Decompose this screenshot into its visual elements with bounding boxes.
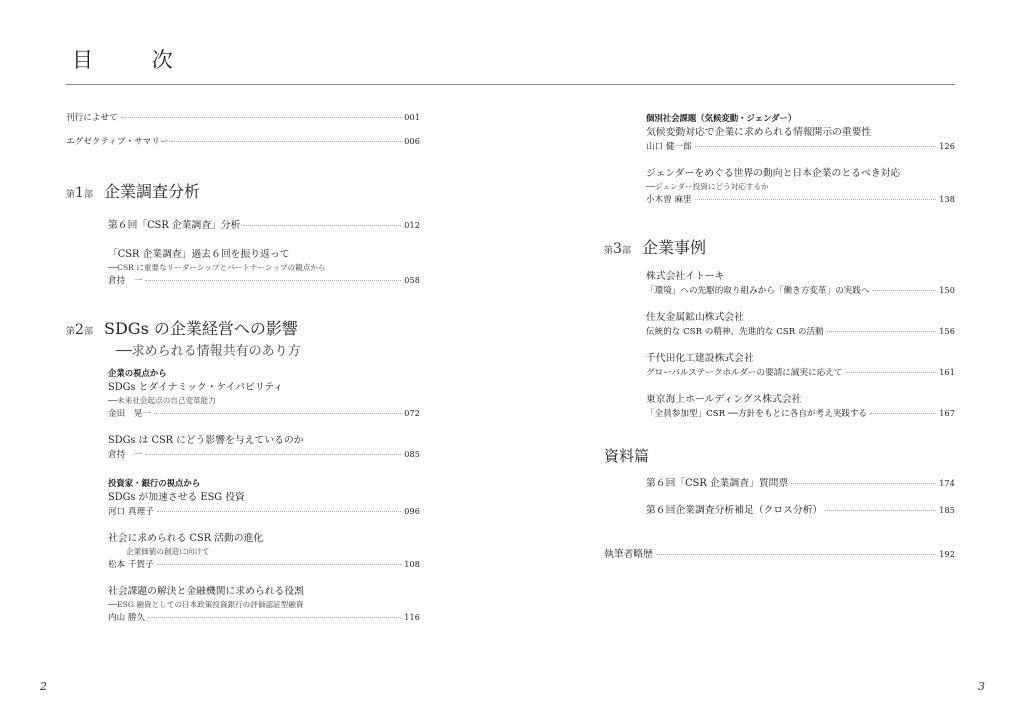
case-entry[interactable] <box>646 269 955 298</box>
entry-title: SDGs が加速させる ESG 投資 <box>108 492 245 503</box>
right-column <box>604 111 955 562</box>
entry-title: 「環境」への先駆的取り組みから「働き方変革」の実践へ <box>646 286 870 296</box>
left-column <box>66 111 420 637</box>
leader-dots <box>695 199 937 200</box>
entry-title: 気候変動対応で企業に求められる情報開示の重要性 <box>646 127 872 138</box>
leader-dots <box>656 554 936 555</box>
title-divider <box>66 84 955 85</box>
part-1-heading <box>66 181 420 211</box>
toc-entry[interactable] <box>108 380 420 421</box>
page-number: 156 <box>939 327 955 336</box>
part-title: SDGs の企業経営への影響 <box>104 319 298 338</box>
entry-title: 「CSR 企業調査」過去６回を振り返って <box>108 249 290 260</box>
case-entry[interactable] <box>646 392 955 421</box>
entry-title: 伝統的な CSR の精神、先進的な CSR の活動 <box>646 327 824 337</box>
entry-title: SDGs とダイナミック・ケイパビリティ <box>108 382 284 393</box>
toc-entry[interactable] <box>108 584 420 625</box>
category-label: 投資家・銀行の視点から <box>108 478 201 488</box>
part-2-heading <box>66 318 420 362</box>
toc-item-author-bios[interactable] <box>604 548 955 562</box>
entry-author: 山口 健一郎 <box>646 142 692 152</box>
page-number: 085 <box>404 450 420 459</box>
page-number: 012 <box>404 221 420 230</box>
toc-entry[interactable] <box>646 477 955 491</box>
entry-title: 第６回「CSR 企業調査」分析 <box>108 220 241 231</box>
entry-title: 第６回企業調査分析補足（クロス分析） <box>646 505 823 516</box>
company-name: 千代田化工建設株式会社 <box>646 353 754 364</box>
entry-author: 小木曽 麻里 <box>646 195 692 205</box>
appendix-heading: 資料篇 <box>604 447 650 465</box>
toc-item-label: エグゼクティブ・サマリー <box>66 137 169 147</box>
toc-entry[interactable] <box>108 531 420 572</box>
leader-dots <box>145 454 401 455</box>
page-number: 150 <box>939 286 955 295</box>
toc-entry[interactable] <box>646 166 955 207</box>
entry-author: 倉持 一 <box>108 450 143 460</box>
right-page-number: 3 <box>978 680 985 693</box>
entry-title: 第６回「CSR 企業調査」質問票 <box>646 478 789 489</box>
entry-subtitle: ──CSR に重要なリーダーシップとパートナーシップの観点から <box>108 263 326 272</box>
leader-dots <box>171 141 401 142</box>
entry-subtitle: ──未来社会起点の自己変革能力 <box>108 396 216 405</box>
category-label: 企業の視点から <box>108 368 167 378</box>
entry-title: グローバルステークホルダーの要請に誠実に応えて <box>646 368 843 378</box>
entry-title: 社会に求められる CSR 活動の進化 <box>108 533 264 544</box>
leader-dots <box>154 413 401 414</box>
toc-entry[interactable] <box>646 504 955 518</box>
leader-dots <box>827 331 937 332</box>
entry-author: 河口 真理子 <box>108 507 154 517</box>
page-number: 096 <box>404 507 420 516</box>
toc-entry[interactable] <box>108 433 420 462</box>
toc-item-label: 刊行によせて <box>66 113 118 123</box>
toc-item-preface[interactable] <box>66 111 420 125</box>
part-title: 企業調査分析 <box>104 182 201 201</box>
entry-author: 内山 勝久 <box>108 613 146 623</box>
entry-author: 松本 千賀子 <box>108 560 154 570</box>
part-2-entries <box>66 366 420 625</box>
individual-issues-entries <box>604 111 955 207</box>
entry-subtitle: 企業価値の創造に向けて <box>126 547 210 556</box>
leader-dots <box>157 511 402 512</box>
case-entry[interactable] <box>646 351 955 380</box>
entry-title: ジェンダーをめぐる世界の動向と日本企業のとるべき対応 <box>646 168 901 179</box>
page-number: 108 <box>404 560 420 569</box>
page-number: 058 <box>404 276 420 285</box>
toc-entry[interactable] <box>108 219 420 233</box>
leader-dots <box>121 117 402 118</box>
leader-dots <box>695 146 937 147</box>
toc-entry[interactable] <box>108 490 420 519</box>
toc-item-label: 執筆者略歴 <box>604 549 653 560</box>
page-number: 072 <box>404 409 420 418</box>
leader-dots <box>791 483 936 484</box>
company-name: 東京海上ホールディングス株式会社 <box>646 394 802 405</box>
company-name: 住友金属鉱山株式会社 <box>646 312 744 323</box>
leader-dots <box>870 413 936 414</box>
toc-entry[interactable] <box>108 247 420 288</box>
page-number: 174 <box>939 479 955 488</box>
company-name: 株式会社イトーキ <box>646 271 725 282</box>
leader-dots <box>157 564 402 565</box>
entry-author: 倉持 一 <box>108 276 143 286</box>
part-number: 第3部 <box>604 241 631 257</box>
entry-subtitle: ──ジェンダー投資にどう対応するか <box>646 182 769 191</box>
page-number: 001 <box>404 113 420 122</box>
leader-dots <box>872 290 936 291</box>
leader-dots <box>845 372 936 373</box>
page-number: 006 <box>404 137 420 146</box>
entry-title: 社会課題の解決と金融機関に求められる役割 <box>108 586 304 597</box>
entry-title: 「全員参加型」CSR ──方針をもとに各自が考え実践する <box>646 409 868 419</box>
appendix-entries <box>604 477 955 518</box>
entry-author: 金田 晃一 <box>108 409 151 419</box>
left-page-number: 2 <box>40 680 47 693</box>
toc-item-executive-summary[interactable] <box>66 135 420 149</box>
entry-subtitle: ──ESG 融資としての日本政策投資銀行の評価認証型融資 <box>108 600 304 609</box>
page-number: 138 <box>939 195 955 204</box>
page-number: 126 <box>939 142 955 151</box>
leader-dots <box>243 225 401 226</box>
case-entry[interactable] <box>646 310 955 339</box>
part-number: 第1部 <box>66 185 93 201</box>
part-number: 第2部 <box>66 322 93 338</box>
part-1-entries <box>66 219 420 288</box>
part-3-entries <box>604 269 955 421</box>
page-number: 185 <box>939 506 955 515</box>
part-title: 企業事例 <box>642 238 707 257</box>
leader-dots <box>148 617 401 618</box>
page-number: 161 <box>939 368 955 377</box>
category-label: 個別社会課題（気候変動・ジェンダー） <box>646 113 797 123</box>
leader-dots <box>145 280 401 281</box>
page-number: 167 <box>939 409 955 418</box>
entry-title: SDGs は CSR にどう影響を与えているのか <box>108 435 304 446</box>
page-title: 目 次 <box>72 48 192 72</box>
page-number: 116 <box>404 613 420 622</box>
leader-dots <box>825 510 936 511</box>
toc-entry[interactable] <box>646 125 955 154</box>
part-3-heading <box>604 237 955 267</box>
part-subtitle: ──求められる情報共有のあり方 <box>116 344 301 359</box>
page-number: 192 <box>939 550 955 559</box>
